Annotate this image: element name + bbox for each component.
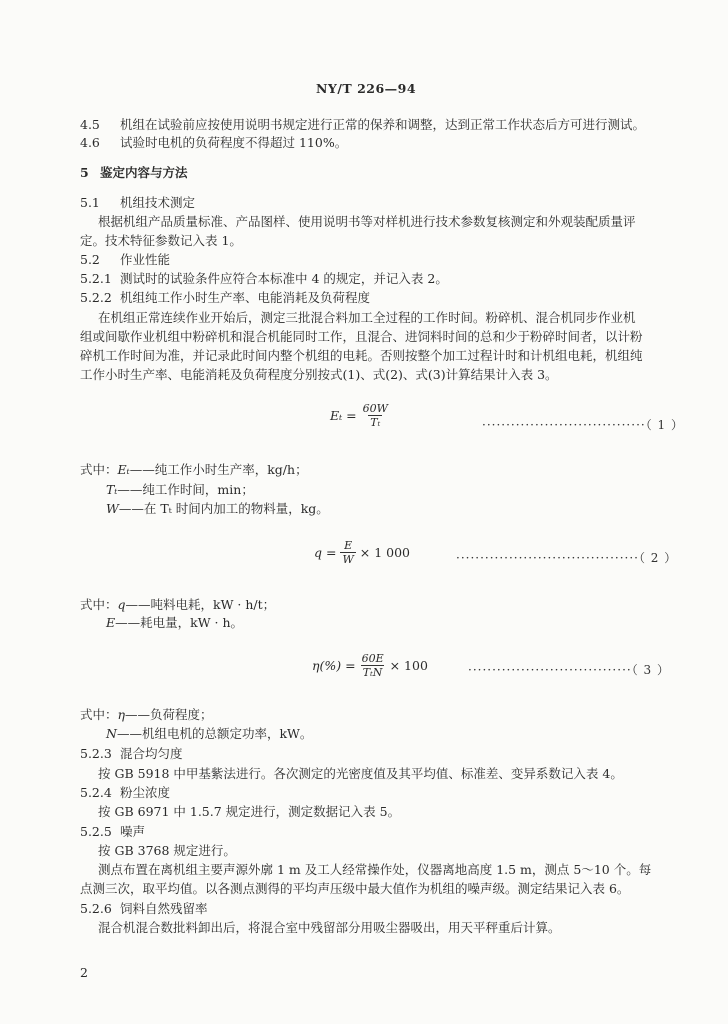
where-2-line-1 — [80, 596, 275, 613]
clause-title: 机组纯工作小时生产率、电能消耗及负荷程度 — [120, 290, 371, 305]
equation-number: （ 1 ） — [645, 418, 684, 432]
document-header: NY/T 226—94 — [316, 81, 417, 96]
formula-3-leader: ··································（ 3 ） — [468, 663, 670, 677]
definition: ——纯工作小时生产率，kg/h； — [129, 462, 308, 477]
symbol: η — [117, 707, 126, 722]
formula-rhs: × 100 — [389, 658, 428, 673]
where-3-line-1 — [80, 706, 213, 723]
clause-text: 试验时电机的负荷程度不得超过 110%。 — [120, 135, 348, 150]
clause-number: 4.6 — [80, 135, 100, 150]
clause-5-2-4 — [80, 784, 170, 801]
section-title: 鉴定内容与方法 — [100, 165, 188, 180]
clause-5-2 — [80, 251, 170, 268]
clause-title: 粉尘浓度 — [120, 785, 171, 800]
clause-title: 噪声 — [120, 824, 146, 839]
where-1-line-3 — [106, 500, 329, 517]
clause-4-5 — [80, 116, 645, 133]
symbol: E — [106, 615, 116, 630]
clause-text: 机组在试验前应按使用说明书规定进行正常的保养和调整，达到正常工作状态后方可进行测试。 — [120, 117, 646, 132]
definition: ——纯工作时间，min； — [117, 482, 254, 497]
clause-number: 5.1 — [80, 195, 100, 210]
clause-title: 饲料自然残留率 — [120, 901, 208, 916]
clause-number: 5.2.4 — [80, 785, 112, 800]
formula-lhs: η(%) = — [312, 658, 356, 673]
where-label: 式中： — [80, 462, 118, 477]
numerator: E — [344, 539, 353, 552]
paragraph-5-2-2-line-1: 在机组正常连续作业开始后，测定三批混合料加工全过程的工作时间。粉碎机、混合机同步作业机 — [98, 310, 636, 325]
clause-text: 测试时的试验条件应符合本标准中 4 的规定，并记入表 2。 — [120, 271, 448, 286]
paragraph-5-2-6: 混合机混合数批料卸出后，将混合室中残留部分用吸尘器吸出，用天平秤重后计算。 — [98, 920, 561, 935]
where-label: 式中： — [80, 707, 118, 722]
symbol: Tₜ — [106, 482, 118, 497]
symbol: W — [106, 501, 119, 516]
paragraph-5-2-2-line-4: 工作小时生产率、电能消耗及负荷程度分别按式(1)、式(2)、式(3)计算结果计入表 3。 — [80, 367, 558, 382]
denominator: Tₜ — [370, 416, 381, 429]
where-1-line-1 — [80, 461, 308, 478]
definition: ——负荷程度； — [125, 707, 213, 722]
fraction — [361, 402, 390, 429]
formula-3 — [312, 652, 428, 679]
paragraph-5-2-5-line-3: 点测三次，取平均值。以各测点测得的平均声压级中最大值作为机组的噪声级。测定结果记入表 6。 — [80, 881, 630, 896]
clause-5-2-5 — [80, 823, 145, 840]
clause-number: 5.2.1 — [80, 271, 112, 286]
formula-2-leader: ······································（ 2 ） — [456, 551, 678, 565]
equation-number: （ 3 ） — [631, 663, 670, 677]
paragraph-5-1-line-1: 根据机组产品质量标准、产品图样、使用说明书等对样机进行技术参数复核测定和外观装配质量评 — [98, 214, 636, 229]
symbol: N — [106, 726, 117, 741]
clause-5-1 — [80, 194, 195, 211]
paragraph-5-2-3: 按 GB 5918 中甲基紫法进行。各次测定的光密度值及其平均值、标准差、变异系数记入表 4。 — [98, 766, 623, 781]
where-3-line-2 — [106, 725, 312, 742]
clause-title: 作业性能 — [120, 252, 171, 267]
where-1-line-2 — [106, 481, 254, 498]
clause-title: 机组技术测定 — [120, 195, 196, 210]
fraction — [360, 652, 386, 679]
clause-5-2-1 — [80, 270, 448, 287]
clause-number: 4.5 — [80, 117, 100, 132]
clause-5-2-3 — [80, 745, 183, 762]
page-number: 2 — [80, 965, 88, 980]
formula-1 — [330, 402, 394, 429]
denominator: W — [342, 553, 354, 566]
clause-5-2-2 — [80, 289, 370, 306]
clause-number: 5.2.6 — [80, 901, 112, 916]
definition: ——在 Tₜ 时间内加工的物料量，kg。 — [118, 501, 329, 516]
formula-2 — [314, 539, 410, 566]
clause-number: 5.2 — [80, 252, 100, 267]
clause-5-2-6 — [80, 900, 208, 917]
denominator: TₜN — [362, 666, 383, 679]
section-5-heading — [80, 164, 188, 181]
definition: ——机组电机的总额定功率，kW。 — [116, 726, 313, 741]
clause-4-6 — [80, 134, 347, 151]
paragraph-5-2-5-line-1: 按 GB 3768 规定进行。 — [98, 843, 236, 858]
formula-lhs: q = — [314, 545, 337, 560]
paragraph-5-2-4: 按 GB 6971 中 1.5.7 规定进行，测定数据记入表 5。 — [98, 804, 401, 819]
where-2-line-2 — [106, 614, 243, 631]
section-number: 5 — [80, 165, 89, 180]
numerator: 60E — [361, 652, 384, 665]
equation-number: （ 2 ） — [638, 551, 678, 565]
clause-number: 5.2.3 — [80, 746, 112, 761]
where-label: 式中： — [80, 597, 118, 612]
fraction — [340, 539, 355, 566]
symbol: q — [117, 597, 126, 612]
definition: ——耗电量，kW · h。 — [115, 615, 244, 630]
formula-1-leader: ··································（ 1 ） — [482, 418, 684, 432]
clause-number: 5.2.2 — [80, 290, 112, 305]
formula-rhs: × 1 000 — [359, 545, 410, 560]
clause-number: 5.2.5 — [80, 824, 112, 839]
paragraph-5-2-2-line-2: 组或间歇作业机组中粉碎机和混合机能同时工作，且混合、进饲料时间的总和少于粉碎时间者，以计粉 — [80, 329, 643, 344]
paragraph-5-2-5-line-2: 测点布置在离机组主要声源外廓 1 m 及工人经常操作处，仪器离地高度 1.5 m，测点 5～10 个。每 — [98, 862, 652, 877]
formula-lhs: Eₜ = — [330, 408, 357, 423]
symbol: Eₜ — [117, 462, 130, 477]
paragraph-5-1-line-2: 定。技术特征参数记入表 1。 — [80, 233, 242, 248]
clause-title: 混合均匀度 — [120, 746, 183, 761]
paragraph-5-2-2-line-3: 碎机工作时间为准，并记录此时间内整个机组的电耗。否则按整个加工过程计时和计机组电耗，机组纯 — [80, 348, 643, 363]
definition: ——吨料电耗，kW · h/t； — [125, 597, 276, 612]
numerator: 60W — [362, 402, 388, 415]
